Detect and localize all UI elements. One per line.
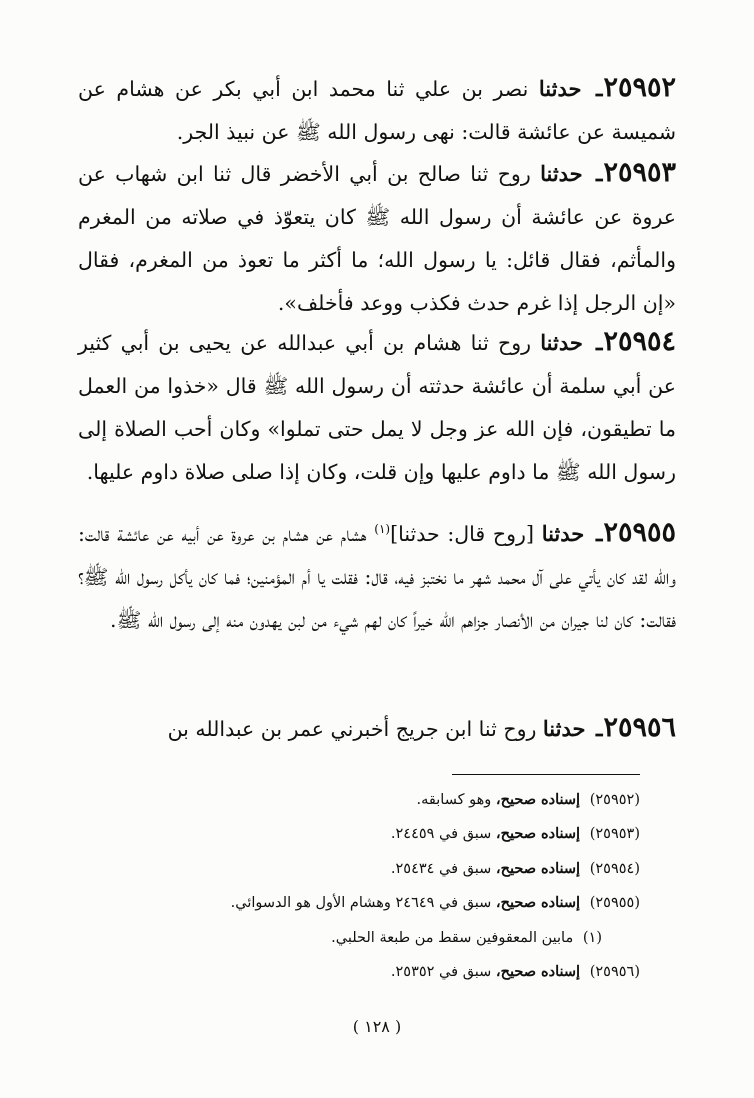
hadith-intro: حدثنا	[538, 76, 582, 101]
hadith-intro: حدثنا	[542, 716, 586, 741]
footnote-grading: إسناده صحيح،	[495, 859, 581, 877]
footnotes	[78, 783, 640, 989]
footnote-grading: إسناده صحيح،	[495, 791, 581, 808]
hadith-dash: ـ	[596, 330, 603, 356]
footnote-number: (١)	[582, 929, 602, 946]
hadith-dash: ـ	[596, 716, 603, 742]
footnote-reference: (١)	[374, 522, 391, 537]
hadith-text: روح ثنا صالح بن أبي الأخضر قال ثنا ابن شهاب عن عروة عن عائشة أن رسول الله ﷺ كان يتعوّذ في صلاته من المغرم والمأثم، فقال قائل: يا رسول الله؛ ما أكثر ما تعوذ من المغرم، فقال «إن الرجل إذا غرم حدث فكذب ووعد فأخلف».	[78, 162, 676, 315]
hadith-number: ٢٥٩٥٢	[603, 72, 676, 103]
footnote-item	[78, 921, 640, 955]
footnote-item	[78, 783, 640, 817]
footnote-separator	[452, 774, 640, 775]
footnote-number: (٢٥٩٥٦)	[589, 963, 640, 980]
hadith-intro: حدثنا	[540, 161, 583, 186]
hadith-dash: ـ	[596, 521, 603, 547]
footnote-text: سبق في ٢٤٦٤٩ وهشام الأول هو الدسوائي.	[230, 895, 492, 912]
footnote-number: (٢٥٩٥٥)	[589, 895, 640, 912]
hadith-25953	[78, 151, 676, 325]
footnote-item	[78, 955, 640, 989]
footnote-text: سبق في ٢٥٤٣٤.	[390, 860, 492, 877]
footnote-item	[78, 886, 640, 920]
hadith-dash: ـ	[596, 76, 603, 102]
hadith-number: ٢٥٩٥٣	[603, 157, 676, 188]
hadith-number: ٢٥٩٥٥	[603, 517, 676, 548]
hadith-intro: حدثنا	[541, 521, 585, 546]
hadith-text: روح ثنا ابن جريج أخبرني عمر بن عبدالله بن	[167, 717, 537, 741]
footnote-text: سبق في ٢٤٤٥٩.	[390, 826, 492, 843]
footnote-item	[78, 852, 640, 886]
footnote-text: سبق في ٢٥٣٥٢.	[390, 963, 492, 980]
hadith-25955	[78, 511, 676, 642]
hadith-25952	[78, 66, 676, 154]
hadith-25956	[78, 706, 676, 751]
footnote-text: مابين المعقوفين سقط من طبعة الحلبي.	[331, 929, 574, 946]
hadith-bracket-insert: [روح قال: حدثنا]	[390, 522, 534, 546]
footnote-number: (٢٥٩٥٣)	[589, 826, 640, 843]
hadith-25954	[78, 320, 676, 494]
footnote-grading: إسناده صحيح،	[495, 894, 581, 912]
hadith-intro: حدثنا	[540, 330, 583, 355]
footnote-grading: إسناده صحيح،	[495, 825, 581, 843]
hadith-text: هشام عن هشام بن عروة عن أبيه عن عائشة قالت: والله لقد كان يأتي على آل محمد شهر ما نختبز فيه، قال: فقلت يا أم المؤمنين؛ فما كان يأكل رسول الله ﷺ؟ فقالت: كان لنا جيران من الأنصار جزاهم الله خيراً كان لهم شيء من لبن يهدون منه إلى رسول الله ﷺ.	[78, 522, 676, 632]
footnote-number: (٢٥٩٥٢)	[589, 792, 640, 808]
page-number: ( ١٢٨ )	[352, 1017, 402, 1036]
footnote-number: (٢٥٩٥٤)	[589, 860, 640, 877]
footnote-grading: إسناده صحيح،	[495, 962, 581, 980]
hadith-dash: ـ	[596, 161, 603, 187]
hadith-text: روح ثنا هشام بن أبي عبدالله عن يحيى بن أبي كثير عن أبي سلمة أن عائشة حدثته أن رسول الله ﷺ قال «خذوا من العمل ما تطيقون، فإن الله عز وجل لا يمل حتى تملوا» وكان أحب الصلاة إلى رسول الله ﷺ ما داوم عليها وإن قلت، وكان إذا صلى صلاة داوم عليها.	[78, 331, 676, 484]
hadith-number: ٢٥٩٥٦	[603, 712, 676, 743]
hadith-number: ٢٥٩٥٤	[603, 326, 676, 357]
hadith-text: نصر بن علي ثنا محمد ابن أبي بكر عن هشام عن شميسة عن عائشة قالت: نهى رسول الله ﷺ عن نبيذ الجر.	[78, 77, 676, 144]
footnote-item	[78, 817, 640, 851]
footnote-text: وهو كسابقه.	[416, 792, 492, 808]
